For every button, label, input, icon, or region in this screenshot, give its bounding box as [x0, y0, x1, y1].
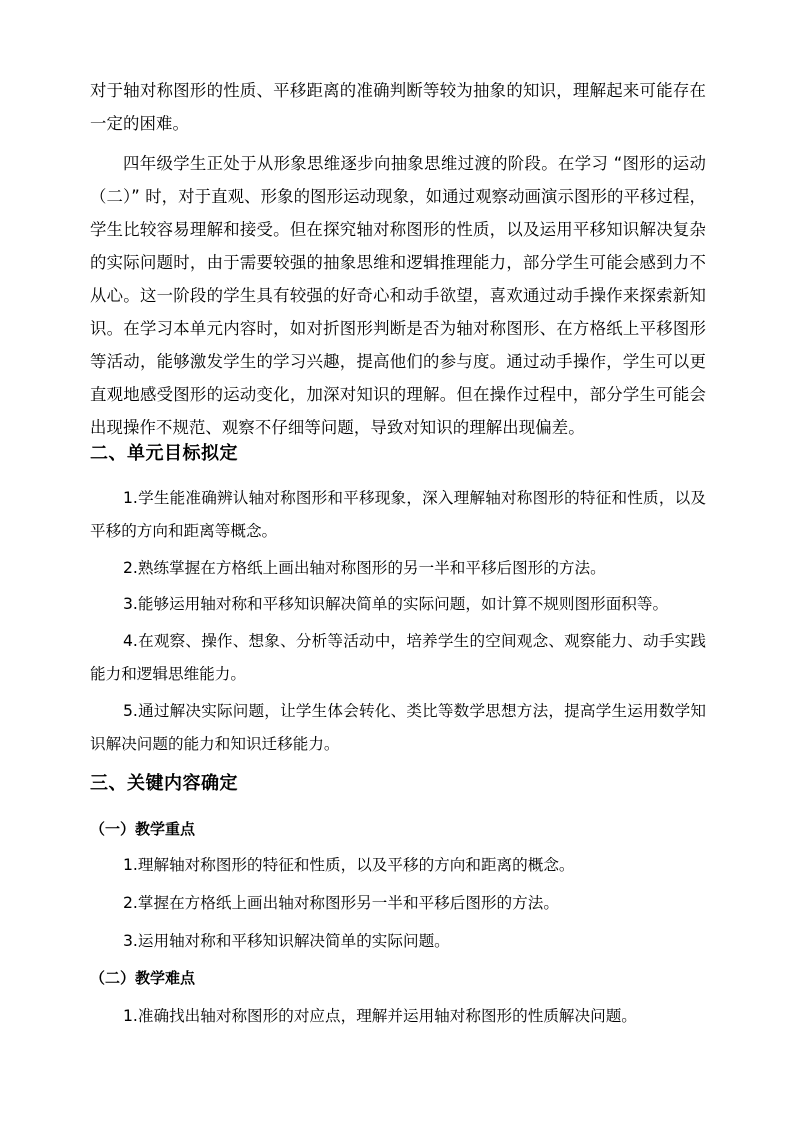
subheading-teaching-difficulty: （二）教学难点 — [90, 969, 196, 987]
goal-item-1: 1.学生能准确辨认轴对称图形和平移现象，深入理解轴对称图形的特征和性质，以及平移的方向和距离等概念。 — [90, 489, 706, 540]
focus-item-2: 2.掌握在方格纸上画出轴对称图形另一半和平移后图形的方法。 — [123, 894, 559, 912]
subheading-teaching-focus: （一）教学重点 — [90, 820, 196, 838]
difficulty-item-1: 1.准确找出轴对称图形的对应点，理解并运用轴对称图形的性质解决问题。 — [123, 1007, 637, 1025]
focus-item-3: 3.运用轴对称和平移知识解决简单的实际问题。 — [123, 932, 450, 950]
focus-item-1: 1.理解轴对称图形的特征和性质，以及平移的方向和距离的概念。 — [123, 856, 575, 874]
paragraph-student-analysis: 四年级学生正处于从形象思维逐步向抽象思维过渡的阶段。在学习 “图形的运动（二）” 时，对于直观、形象的图形运动现象，如通过观察动画演示图形的平移过程，学生比较容易理解和接受。但在探究轴对称图形的性质，以及运用平移知识解决复杂的实际问题时，由于需要较强的抽象思维和逻辑推理能力，部分学生可能会感到力不从心。这一阶段的学生具有较强的好奇心和动手欲望，喜欢通过动手操作来探索新知识。在学习本单元内容时，如对折图形判断是否为轴对称图形、在方格纸上平移图形等活动，能够激发学生的学习兴趣，提高他们的参与度。通过动手操作，学生可以更直观地感受图形的运动变化，加深对知识的理解。但在操作过程中，部分学生可能会出现操作不规范、观察不仔细等问题，导致对知识的理解出现偏差。 — [90, 154, 706, 437]
goal-item-2: 2.熟练掌握在方格纸上画出轴对称图形的另一半和平移后图形的方法。 — [123, 559, 606, 577]
goal-item-4: 4.在观察、操作、想象、分析等活动中，培养学生的空间观念、观察能力、动手实践能力和逻辑思维能力。 — [90, 632, 706, 683]
goal-item-5: 5.通过解决实际问题，让学生体会转化、类比等数学思想方法，提高学生运用数学知识解决问题的能力和知识迁移能力。 — [90, 702, 706, 753]
section-heading-unit-goals: 二、单元目标拟定 — [90, 443, 238, 464]
paragraph-continuation: 对于轴对称图形的性质、平移距离的准确判断等较为抽象的知识，理解起来可能存在一定的困难。 — [90, 81, 706, 133]
section-heading-key-content: 三、关键内容确定 — [90, 773, 238, 794]
goal-item-3: 3.能够运用轴对称和平移知识解决简单的实际问题，如计算不规则图形面积等。 — [123, 595, 669, 613]
